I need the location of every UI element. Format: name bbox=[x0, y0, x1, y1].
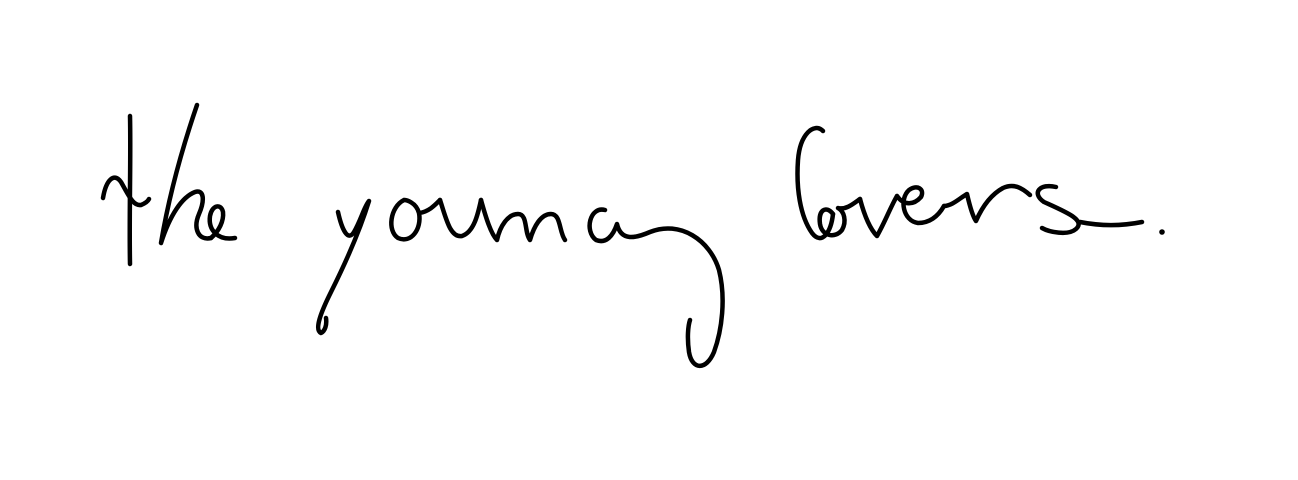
period-dot bbox=[1159, 229, 1165, 235]
word-young bbox=[318, 200, 722, 366]
word-lovers bbox=[798, 128, 1165, 238]
word-the bbox=[103, 105, 235, 264]
